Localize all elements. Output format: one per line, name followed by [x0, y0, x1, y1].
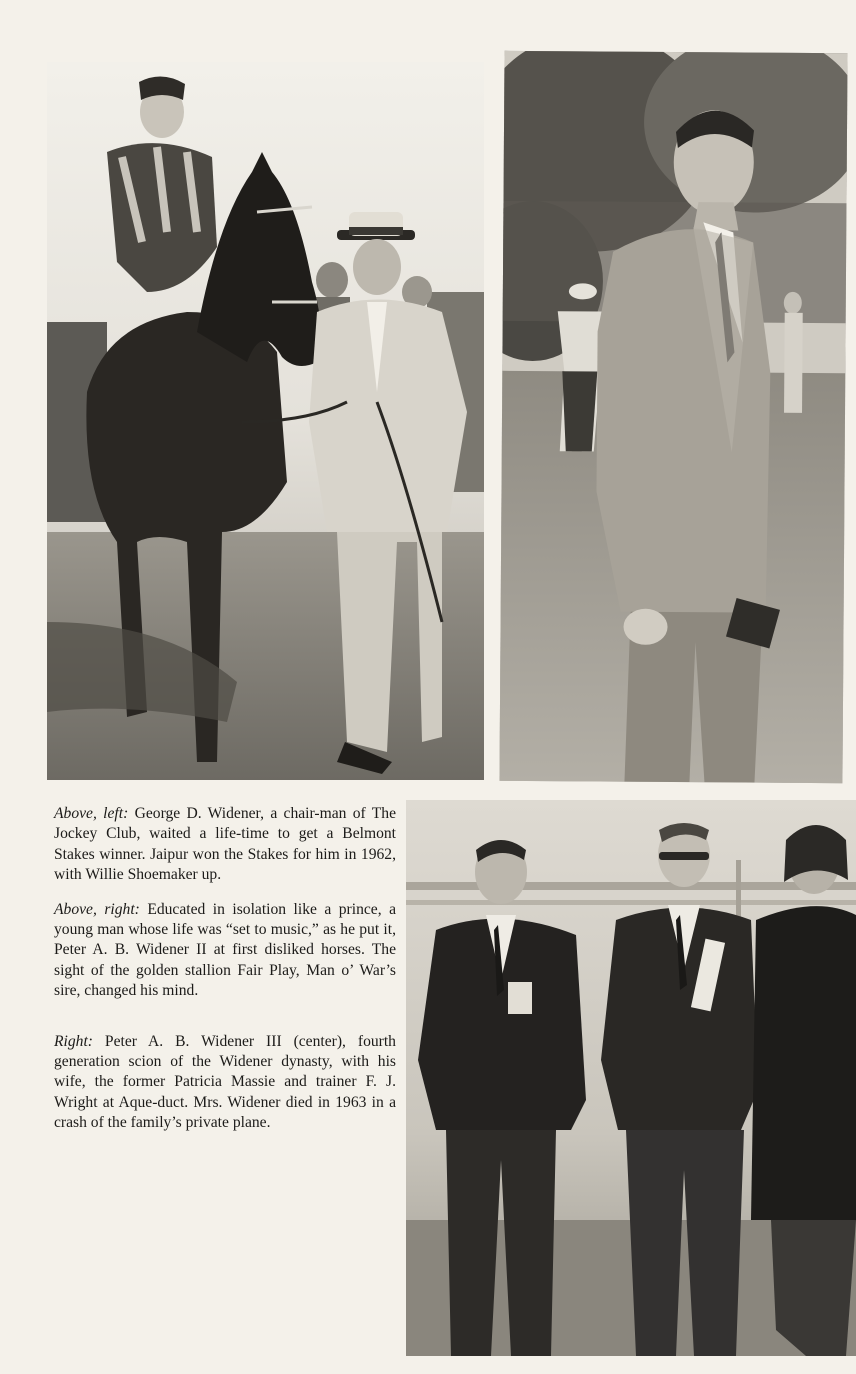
caption-text: George D. Widener, a chair-man of The Jockey Club, waited a life-time to get a Belmont Stakes winner. Jaipur won the Stakes for him in 1962, with Willie Shoemaker up. — [54, 805, 396, 884]
caption-lead: Above, left: — [54, 805, 129, 822]
caption-lead: Above, right: — [54, 900, 140, 918]
caption-above-left — [54, 804, 396, 886]
photo-man-in-suit-image — [499, 51, 847, 783]
caption-right — [54, 1032, 396, 1134]
caption-lead: Right: — [54, 1032, 93, 1050]
photo-widener-with-jaipur — [47, 62, 484, 780]
photo-horse-jockey-image — [47, 62, 484, 780]
caption-text: Educated in isolation like a prince, a young man whose life was “set to music,” as he put it, Peter A. B. Widener II at first disliked horses. The sight of the golden stallion Fair Play, Man o’ War’s sire, changed his mind. — [54, 900, 397, 1000]
photo-widener-iii-group — [406, 800, 856, 1356]
photo-three-people-image — [406, 800, 856, 1356]
caption-text: Peter A. B. Widener III (center), fourth generation scion of the Widener dynasty, with his wife, the former Patricia Massie and trainer F. J. Wright at Aque-duct. Mrs. Widener died in 1963 in a crash of the family’s private plane. — [54, 1032, 396, 1132]
caption-block — [54, 804, 396, 1148]
photo-peter-widener-ii — [499, 51, 847, 783]
caption-above-right — [54, 900, 396, 1002]
